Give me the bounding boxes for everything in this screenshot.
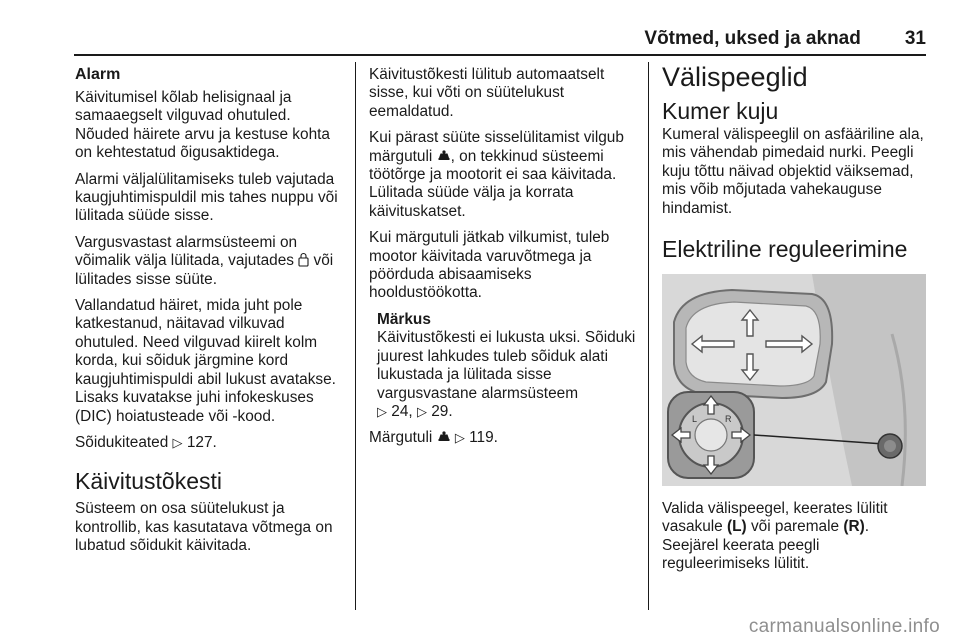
vehicle-messages-text: Sõidukiteated <box>75 433 173 451</box>
convex-heading: Kumer kuju <box>662 98 779 124</box>
column-divider-1 <box>355 62 356 610</box>
note-box <box>377 311 637 421</box>
col2-p4-text: Märgutuli <box>369 429 437 447</box>
header-rule <box>74 54 926 56</box>
col2-paragraph-1: Käivitustõkesti lülitub automaatselt sisse, kui võti on süütelukust eemaldatud. <box>369 66 605 120</box>
electric-p1-text-c: . Seejärel keerata peegli reguleerimiseks lülitit. <box>662 518 870 573</box>
column-1 <box>75 60 343 564</box>
watermark: carmanualsonline.info <box>748 616 940 637</box>
alarm-heading: Alarm <box>75 66 121 83</box>
col2-p2-text-a: Kui pärast süüte sisselülitamist vilgub märgutuli <box>369 129 624 165</box>
alarm-paragraph-4: Vallandatud häiret, mida juht pole katkestanud, näitavad vilkuvad ohutuled. Need vilguvad kiirelt kolm korda, kui sõiduk järgmine kord kaugjuhtimispuldi abil lukust avatakse. Lisaks kuvatakse juhi infokeskuses (DIC) hoiatusteade või -kood. <box>75 297 336 425</box>
left-switch-label: (L) <box>727 518 747 536</box>
electric-adjustment-heading: Elektriline reguleerimine <box>662 236 908 263</box>
alarm-paragraph-1: Käivitumisel kõlab helisignaal ja samaaegselt vilguvad ohutuled. Nõuded häirete arvu ja kestuse kohta on kehtestatud õigusaktidega. <box>75 89 330 162</box>
convex-paragraph: Kumeral välispeeglil on asfääriline ala, mis vähendab pimedaid nurki. Peegli kuju tõttu näivad objektid väiksemad, mis võib mõjutada vahekauguse hindamist. <box>662 126 924 217</box>
col2-paragraph-4 <box>369 429 637 447</box>
alarm-paragraph-2: Alarmi väljalülitamiseks tuleb vajutada kaugjuhtimispuldil mis tahes nuppu või lülitada süüde sisse. <box>75 170 338 225</box>
car-key-icon <box>437 148 451 165</box>
alarm-p3-text-a: Vargusvastast alarmsüsteemi on võimalik välja lülitada, vajutades <box>75 233 299 270</box>
alarm-paragraph-5 <box>75 434 343 452</box>
column-divider-2 <box>648 62 649 610</box>
right-switch-label: (R) <box>843 518 865 536</box>
immobiliser-paragraph-1: Süsteem on osa süütelukust ja kontrollib, kas kasutatava võtmega on lubatud sõidukit käivitada. <box>75 500 333 555</box>
electric-p1-text-a: Valida välispeegel, keerates lülitit vasakule <box>662 500 888 536</box>
page-number: 31 <box>904 28 926 49</box>
note-text <box>377 329 637 421</box>
car-key-icon <box>437 429 451 446</box>
arrow-ref-icon: ▷ <box>172 434 183 450</box>
col2-p2-text-b: , on tekkinud süsteemi töötõrge ja mootorit ei saa käivitada. Lülitada süüde välja ja korrata käivituskatset. <box>369 147 617 220</box>
switch-label-right: R <box>725 414 732 425</box>
page-ref-119[interactable]: 119. <box>469 429 498 447</box>
page-ref-24[interactable]: 24, <box>391 402 417 420</box>
alarm-p3-text-b: või lülitades sisse süüte. <box>75 252 334 288</box>
page-ref-127[interactable]: 127. <box>186 433 217 451</box>
mirror-adjustment-figure <box>662 274 926 486</box>
column-3 <box>662 60 926 582</box>
col2-paragraph-3: Kui märgutuli jätkab vilkumist, tuleb mootor käivitada varuvõtmega ja pöörduda abisaamiseks hooldustöökotta. <box>369 229 610 302</box>
arrow-ref-icon: ▷ <box>454 430 465 446</box>
electric-p1-text-b: või paremale <box>746 518 844 536</box>
col2-paragraph-2 <box>369 129 637 221</box>
alarm-paragraph-3 <box>75 234 343 289</box>
header-title: Võtmed, uksed ja aknad <box>644 28 861 49</box>
page-ref-29[interactable]: 29. <box>431 402 453 420</box>
lock-icon <box>298 252 309 269</box>
electric-adjustment-paragraph <box>662 500 926 574</box>
note-body: Käivitustõkesti ei lukusta uksi. Sõiduki juurest lahkudes tuleb sõiduk alati lukustada ja lülitada sisse vargusvastane alarmsüsteem <box>377 329 636 402</box>
switch-label-left: L <box>692 414 698 425</box>
arrow-ref-icon: ▷ <box>416 403 427 419</box>
arrow-ref-icon: ▷ <box>377 403 387 419</box>
section-title: Välispeeglid <box>662 62 808 92</box>
immobiliser-heading: Käivitustõkesti <box>75 468 223 495</box>
page-header <box>644 28 926 50</box>
column-2 <box>369 60 637 456</box>
note-title: Märkus <box>377 310 431 328</box>
